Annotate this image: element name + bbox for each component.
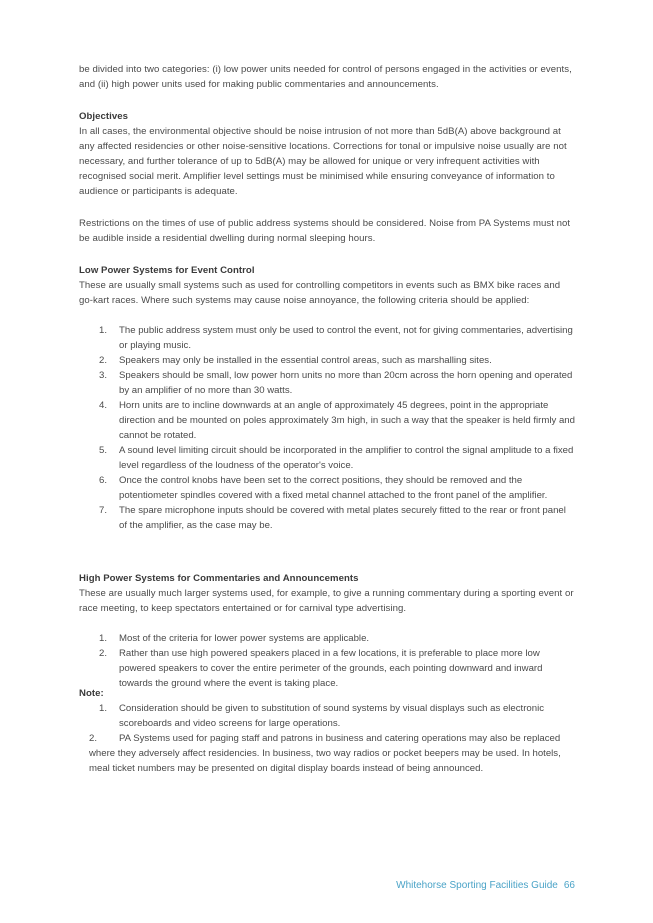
list-item (79, 368, 575, 398)
footer-title: Whitehorse Sporting Facilities Guide (396, 880, 558, 891)
list-item (79, 701, 575, 731)
list-item-number: 1. (99, 633, 108, 644)
list-item-text: Consideration should be given to substitution of sound systems by visual displays such as electronic scoreboards and video screens for large operations. (119, 703, 545, 729)
list-item-number: 2. (89, 733, 98, 744)
list-item (79, 323, 575, 353)
list-item-number: 2. (99, 355, 108, 366)
high-power-heading: High Power Systems for Commentaries and Announcements (79, 573, 359, 584)
note-list (79, 701, 575, 776)
page-footer (390, 880, 575, 891)
list-item-text: Horn units are to incline downwards at an angle of approximately 45 degrees, point in the appropriate direction and be mounted on poles approximately 3m high, in such a way that the speaker is held firmly and cannot be rotated. (119, 400, 575, 441)
list-item (79, 631, 575, 646)
list-item-text: A sound level limiting circuit should be incorporated in the amplifier to control the signal amplitude to a fixed level regardless of the loudness of the operator's voice. (119, 445, 574, 471)
list-item-number: 1. (99, 703, 108, 714)
page-number: 66 (563, 880, 575, 891)
list-item-number: 2. (99, 648, 108, 659)
list-item (79, 353, 575, 368)
list-item (79, 398, 575, 443)
list-item-text: Rather than use high powered speakers placed in a few locations, it is preferable to place more low powered speakers to cover the entire perimeter of the grounds, each pointing downward and inward towards the ground where the event is taking place. (119, 648, 543, 689)
list-item-text: Speakers may only be installed in the essential control areas, such as marshalling sites. (119, 355, 492, 366)
list-item-number: 4. (99, 400, 108, 411)
list-item (79, 443, 575, 473)
list-item-number: 7. (99, 505, 108, 516)
objectives-heading: Objectives (79, 111, 129, 122)
list-item-number: 6. (99, 475, 108, 486)
high-power-intro: These are usually much larger systems used, for example, to give a running commentary during a sporting event or race meeting, to keep spectators entertained or for carnival type advertising. (79, 588, 574, 614)
list-item-text: Speakers should be small, low power horn units no more than 20cm across the horn opening and operated by an amplifier of no more than 30 watts. (119, 370, 573, 396)
list-item-text: Most of the criteria for lower power systems are applicable. (119, 633, 370, 644)
list-item (79, 646, 575, 691)
list-item (79, 473, 575, 503)
list-item-text: PA Systems used for paging staff and patrons in business and catering operations may also be replaced where they adversely affect residencies. In business, two way radios or pocket beepers may be used. In hotels, meal ticket numbers may be presented on digital display boards instead of being announced. (89, 733, 561, 774)
low-power-intro: These are usually small systems such as used for controlling competitors in events such as BMX bike races and go-kart races. Where such systems may cause noise annoyance, the following criteria should be applied: (79, 280, 561, 306)
list-item-text: Once the control knobs have been set to the correct positions, they should be removed and the potentiometer spindles covered with a fixed metal channel attached to the front panel of the amplifier. (119, 475, 548, 501)
list-item-number: 5. (99, 445, 108, 456)
objectives-paragraph-2: Restrictions on the times of use of public address systems should be considered. Noise from PA Systems must not be audible inside a residential dwelling during normal sleeping hours. (79, 218, 571, 244)
low-power-criteria-list (79, 323, 575, 533)
intro-paragraph: be divided into two categories: (i) low power units needed for control of persons engaged in the activities or events, and (ii) high power units used for making public commentaries and announcements. (79, 64, 572, 90)
high-power-criteria-list (79, 631, 575, 691)
list-item-number: 3. (99, 370, 108, 381)
list-item (79, 731, 575, 776)
list-item-number: 1. (99, 325, 108, 336)
list-item-text: The public address system must only be used to control the event, not for giving commentaries, advertising or playing music. (119, 325, 573, 351)
note-heading: Note: (79, 688, 104, 699)
list-item (79, 503, 575, 533)
objectives-paragraph-1: In all cases, the environmental objective should be noise intrusion of not more than 5dB(A) above background at any affected residencies or other noise-sensitive locations. Corrections for tonal or impulsive noise usually are not necessary, and further tolerance of up to 5dB(A) may be allowed for unique or very infrequent activities with recognised social merit. Amplifier level settings must be minimised while ensuring conveyance of information to audience or participants is adequate. (79, 126, 567, 197)
low-power-heading: Low Power Systems for Event Control (79, 265, 255, 276)
list-item-text: The spare microphone inputs should be covered with metal plates securely fitted to the rear or front panel of the amplifier, as the case may be. (119, 505, 566, 531)
